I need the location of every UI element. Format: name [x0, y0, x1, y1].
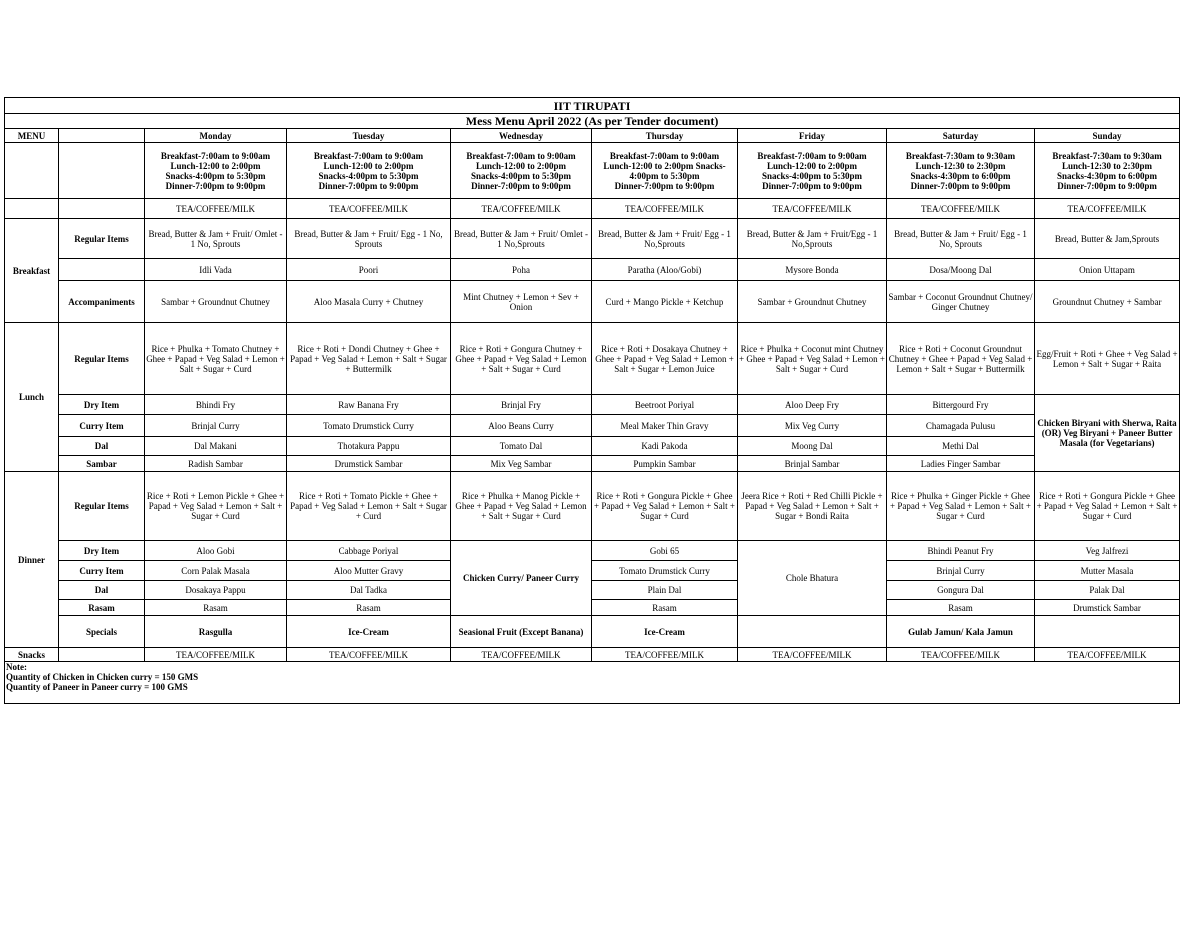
lunch-dal-cell: Thotakura Pappu — [287, 437, 451, 456]
dinner-dry-cell: Veg Jalfrezi — [1035, 541, 1180, 561]
dinner-rasam-cell: Rasam — [287, 600, 451, 616]
row-label-dry-item: Dry Item — [59, 541, 145, 561]
breakfast-regular-cell: Bread, Butter & Jam + Fruit/ Egg - 1 No, Sprouts — [887, 219, 1035, 259]
snacks-cell: TEA/COFFEE/MILK — [1035, 648, 1180, 662]
dinner-dry-cell: Gobi 65 — [592, 541, 738, 561]
lunch-sambar-cell: Mix Veg Sambar — [451, 456, 592, 472]
dinner-rasam-cell: Rasam — [887, 600, 1035, 616]
dinner-special-cell: Rasgulla — [145, 616, 287, 648]
lunch-curry-cell: Mix Veg Curry — [738, 415, 887, 437]
empty-cell — [59, 143, 145, 199]
dinner-rasam-cell: Rasam — [592, 600, 738, 616]
empty-cell — [59, 199, 145, 219]
timing-saturday: Breakfast-7:30am to 9:30am Lunch-12:30 to 2:30pm Snacks-4:30pm to 6:00pm Dinner-7:00pm to 9:00pm — [887, 143, 1035, 199]
breakfast-regular-cell: Bread, Butter & Jam + Fruit/Egg - 1 No,Sprouts — [738, 219, 887, 259]
lunch-regular-cell: Egg/Fruit + Roti + Ghee + Veg Salad + Lemon + Salt + Sugar + Raita — [1035, 323, 1180, 395]
dinner-regular-cell: Rice + Phulka + Manog Pickle + Ghee + Papad + Veg Salad + Lemon + Salt + Sugar + Curd — [451, 472, 592, 541]
snacks-cell: TEA/COFFEE/MILK — [738, 648, 887, 662]
menu-header: MENU — [5, 129, 59, 143]
dinner-dal-cell: Palak Dal — [1035, 581, 1180, 600]
day-header-sunday: Sunday — [1035, 129, 1180, 143]
dinner-special-cell: Gulab Jamun/ Kala Jamun — [887, 616, 1035, 648]
page-title: IIT TIRUPATI — [5, 98, 1180, 114]
row-label-curry-item: Curry Item — [59, 415, 145, 437]
breakfast-main-cell: Onion Uttapam — [1035, 259, 1180, 281]
dinner-friday-combined-cell: Chole Bhatura — [738, 541, 887, 616]
empty-row-label — [59, 259, 145, 281]
breakfast-accomp-cell: Groundnut Chutney + Sambar — [1035, 281, 1180, 323]
lunch-dal-cell: Moong Dal — [738, 437, 887, 456]
lunch-regular-cell: Rice + Phulka + Tomato Chutney + Ghee + Papad + Veg Salad + Lemon + Salt + Sugar + Curd — [145, 323, 287, 395]
breakfast-regular-cell: Bread, Butter & Jam + Fruit/ Egg - 1 No, Sprouts — [287, 219, 451, 259]
dinner-dry-cell: Aloo Gobi — [145, 541, 287, 561]
section-dinner: Dinner — [5, 472, 59, 648]
morning-beverage-cell: TEA/COFFEE/MILK — [738, 199, 887, 219]
breakfast-accomp-cell: Sambar + Groundnut Chutney — [738, 281, 887, 323]
day-header-monday: Monday — [145, 129, 287, 143]
timing-friday: Breakfast-7:00am to 9:00am Lunch-12:00 to 2:00pm Snacks-4:00pm to 5:30pm Dinner-7:00pm to 9:00pm — [738, 143, 887, 199]
note-block — [5, 662, 1180, 704]
snacks-cell: TEA/COFFEE/MILK — [287, 648, 451, 662]
morning-beverage-cell: TEA/COFFEE/MILK — [451, 199, 592, 219]
timing-thursday: Breakfast-7:00am to 9:00am Lunch-12:00 to 2:00pm Snacks-4:00pm to 5:30pm Dinner-7:00pm to 9:00pm — [592, 143, 738, 199]
row-label-curry-item: Curry Item — [59, 561, 145, 581]
snacks-cell: TEA/COFFEE/MILK — [592, 648, 738, 662]
dinner-dry-cell: Bhindi Peanut Fry — [887, 541, 1035, 561]
row-label-sambar: Sambar — [59, 456, 145, 472]
lunch-regular-cell: Rice + Roti + Dosakaya Chutney + Ghee + Papad + Veg Salad + Lemon + Salt + Sugar + Lemon Juice — [592, 323, 738, 395]
lunch-sunday-special-cell: Chicken Biryani with Sherwa, Raita (OR) Veg Biryani + Paneer Butter Masala (for Vegetarians) — [1035, 395, 1180, 472]
day-header-thursday: Thursday — [592, 129, 738, 143]
empty-cell — [5, 199, 59, 219]
timing-sunday: Breakfast-7:30am to 9:30am Lunch-12:30 to 2:30pm Snacks-4:30pm to 6:00pm Dinner-7:00pm to 9:00pm — [1035, 143, 1180, 199]
dinner-rasam-cell: Rasam — [145, 600, 287, 616]
row-label-rasam: Rasam — [59, 600, 145, 616]
morning-beverage-cell: TEA/COFFEE/MILK — [1035, 199, 1180, 219]
row-label-dal: Dal — [59, 581, 145, 600]
empty-row-label — [59, 648, 145, 662]
breakfast-main-cell: Poha — [451, 259, 592, 281]
timing-monday: Breakfast-7:00am to 9:00am Lunch-12:00 to 2:00pm Snacks-4:00pm to 5:30pm Dinner-7:00pm to 9:00pm — [145, 143, 287, 199]
breakfast-main-cell: Mysore Bonda — [738, 259, 887, 281]
lunch-dry-cell: Brinjal Fry — [451, 395, 592, 415]
dinner-special-cell: Ice-Cream — [592, 616, 738, 648]
dinner-regular-cell: Jeera Rice + Roti + Red Chilli Pickle + Papad + Veg Salad + Lemon + Salt + Sugar + Bondi Raita — [738, 472, 887, 541]
breakfast-main-cell: Poori — [287, 259, 451, 281]
dinner-regular-cell: Rice + Roti + Lemon Pickle + Ghee + Papad + Veg Salad + Lemon + Salt + Sugar + Curd — [145, 472, 287, 541]
dinner-dal-cell: Gongura Dal — [887, 581, 1035, 600]
dinner-regular-cell: Rice + Roti + Gongura Pickle + Ghee + Papad + Veg Salad + Lemon + Salt + Sugar + Curd — [1035, 472, 1180, 541]
lunch-curry-cell: Meal Maker Thin Gravy — [592, 415, 738, 437]
day-header-tuesday: Tuesday — [287, 129, 451, 143]
lunch-dry-cell: Aloo Deep Fry — [738, 395, 887, 415]
row-label-regular-items: Regular Items — [59, 219, 145, 259]
section-breakfast: Breakfast — [5, 219, 59, 323]
day-header-wednesday: Wednesday — [451, 129, 592, 143]
morning-beverage-cell: TEA/COFFEE/MILK — [287, 199, 451, 219]
dinner-regular-cell: Rice + Phulka + Ginger Pickle + Ghee + Papad + Veg Salad + Lemon + Salt + Sugar + Curd — [887, 472, 1035, 541]
dinner-curry-cell: Brinjal Curry — [887, 561, 1035, 581]
dinner-dal-cell: Dal Tadka — [287, 581, 451, 600]
lunch-regular-cell: Rice + Phulka + Coconut mint Chutney + Ghee + Papad + Veg Salad + Lemon + Salt + Sugar + Curd — [738, 323, 887, 395]
row-label-regular-items: Regular Items — [59, 472, 145, 541]
breakfast-regular-cell: Bread, Butter & Jam + Fruit/ Omlet - 1 No,Sprouts — [451, 219, 592, 259]
snacks-cell: TEA/COFFEE/MILK — [887, 648, 1035, 662]
lunch-curry-cell: Brinjal Curry — [145, 415, 287, 437]
snacks-cell: TEA/COFFEE/MILK — [145, 648, 287, 662]
morning-beverage-cell: TEA/COFFEE/MILK — [145, 199, 287, 219]
breakfast-main-cell: Paratha (Aloo/Gobi) — [592, 259, 738, 281]
dinner-special-cell — [1035, 616, 1180, 648]
note-label: Note: — [6, 662, 27, 672]
lunch-sambar-cell: Brinjal Sambar — [738, 456, 887, 472]
section-snacks: Snacks — [5, 648, 59, 662]
lunch-sambar-cell: Radish Sambar — [145, 456, 287, 472]
timing-tuesday: Breakfast-7:00am to 9:00am Lunch-12:00 to 2:00pm Snacks-4:00pm to 5:30pm Dinner-7:00pm to 9:00pm — [287, 143, 451, 199]
row-label-regular-items: Regular Items — [59, 323, 145, 395]
lunch-curry-cell: Tomato Drumstick Curry — [287, 415, 451, 437]
breakfast-accomp-cell: Sambar + Coconut Groundnut Chutney/ Ginger Chutney — [887, 281, 1035, 323]
breakfast-regular-cell: Bread, Butter & Jam + Fruit/ Omlet - 1 No, Sprouts — [145, 219, 287, 259]
dinner-curry-cell: Tomato Drumstick Curry — [592, 561, 738, 581]
lunch-sambar-cell: Pumpkin Sambar — [592, 456, 738, 472]
empty-cell — [5, 143, 59, 199]
row-label-accompaniments: Accompaniments — [59, 281, 145, 323]
breakfast-accomp-cell: Aloo Masala Curry + Chutney — [287, 281, 451, 323]
lunch-regular-cell: Rice + Roti + Gongura Chutney + Ghee + Papad + Veg Salad + Lemon + Salt + Sugar + Curd — [451, 323, 592, 395]
breakfast-regular-cell: Bread, Butter & Jam + Fruit/ Egg - 1 No,Sprouts — [592, 219, 738, 259]
dinner-dal-cell: Dosakaya Pappu — [145, 581, 287, 600]
dinner-dal-cell: Plain Dal — [592, 581, 738, 600]
dinner-special-cell: Seasional Fruit (Except Banana) — [451, 616, 592, 648]
row-label-dry-item: Dry Item — [59, 395, 145, 415]
lunch-curry-cell: Chamagada Pulusu — [887, 415, 1035, 437]
dinner-dry-cell: Cabbage Poriyal — [287, 541, 451, 561]
lunch-regular-cell: Rice + Roti + Coconut Groundnut Chutney + Ghee + Papad + Veg Salad + Lemon + Salt + Sugar + Buttermilk — [887, 323, 1035, 395]
lunch-regular-cell: Rice + Roti + Dondi Chutney + Ghee + Papad + Veg Salad + Lemon + Salt + Sugar + Buttermilk — [287, 323, 451, 395]
lunch-curry-cell: Aloo Beans Curry — [451, 415, 592, 437]
lunch-dal-cell: Dal Makani — [145, 437, 287, 456]
lunch-sambar-cell: Ladies Finger Sambar — [887, 456, 1035, 472]
lunch-dal-cell: Kadi Pakoda — [592, 437, 738, 456]
row-label-dal: Dal — [59, 437, 145, 456]
breakfast-accomp-cell: Mint Chutney + Lemon + Sev + Onion — [451, 281, 592, 323]
breakfast-main-cell: Dosa/Moong Dal — [887, 259, 1035, 281]
snacks-cell: TEA/COFFEE/MILK — [451, 648, 592, 662]
dinner-curry-cell: Mutter Masala — [1035, 561, 1180, 581]
lunch-dal-cell: Tomato Dal — [451, 437, 592, 456]
timing-wednesday: Breakfast-7:00am to 9:00am Lunch-12:00 to 2:00pm Snacks-4:00pm to 5:30pm Dinner-7:00pm to 9:00pm — [451, 143, 592, 199]
day-header-friday: Friday — [738, 129, 887, 143]
lunch-dry-cell: Bittergourd Fry — [887, 395, 1035, 415]
section-lunch: Lunch — [5, 323, 59, 472]
dinner-regular-cell: Rice + Roti + Tomato Pickle + Ghee + Papad + Veg Salad + Lemon + Salt + Sugar + Curd — [287, 472, 451, 541]
dinner-curry-cell: Aloo Mutter Gravy — [287, 561, 451, 581]
dinner-regular-cell: Rice + Roti + Gongura Pickle + Ghee + Papad + Veg Salad + Lemon + Salt + Sugar + Curd — [592, 472, 738, 541]
dinner-curry-cell: Corn Palak Masala — [145, 561, 287, 581]
note-line-chicken: Quantity of Chicken in Chicken curry = 150 GMS — [6, 672, 199, 682]
note-line-paneer: Quantity of Paneer in Paneer curry = 100 GMS — [6, 682, 188, 692]
morning-beverage-cell: TEA/COFFEE/MILK — [887, 199, 1035, 219]
dinner-special-cell — [738, 616, 887, 648]
dinner-rasam-cell: Drumstick Sambar — [1035, 600, 1180, 616]
lunch-dry-cell: Bhindi Fry — [145, 395, 287, 415]
lunch-dal-cell: Methi Dal — [887, 437, 1035, 456]
morning-beverage-cell: TEA/COFFEE/MILK — [592, 199, 738, 219]
dinner-special-cell: Ice-Cream — [287, 616, 451, 648]
lunch-dry-cell: Raw Banana Fry — [287, 395, 451, 415]
breakfast-main-cell: Idli Vada — [145, 259, 287, 281]
mess-menu-table — [4, 97, 1180, 704]
breakfast-regular-cell: Bread, Butter & Jam,Sprouts — [1035, 219, 1180, 259]
lunch-dry-cell: Beetroot Poriyal — [592, 395, 738, 415]
day-header-saturday: Saturday — [887, 129, 1035, 143]
page-subtitle: Mess Menu April 2022 (As per Tender document) — [5, 114, 1180, 129]
breakfast-accomp-cell: Curd + Mango Pickle + Ketchup — [592, 281, 738, 323]
row-label-specials: Specials — [59, 616, 145, 648]
lunch-sambar-cell: Drumstick Sambar — [287, 456, 451, 472]
empty-header-cell — [59, 129, 145, 143]
dinner-wednesday-combined-cell: Chicken Curry/ Paneer Curry — [451, 541, 592, 616]
breakfast-accomp-cell: Sambar + Groundnut Chutney — [145, 281, 287, 323]
